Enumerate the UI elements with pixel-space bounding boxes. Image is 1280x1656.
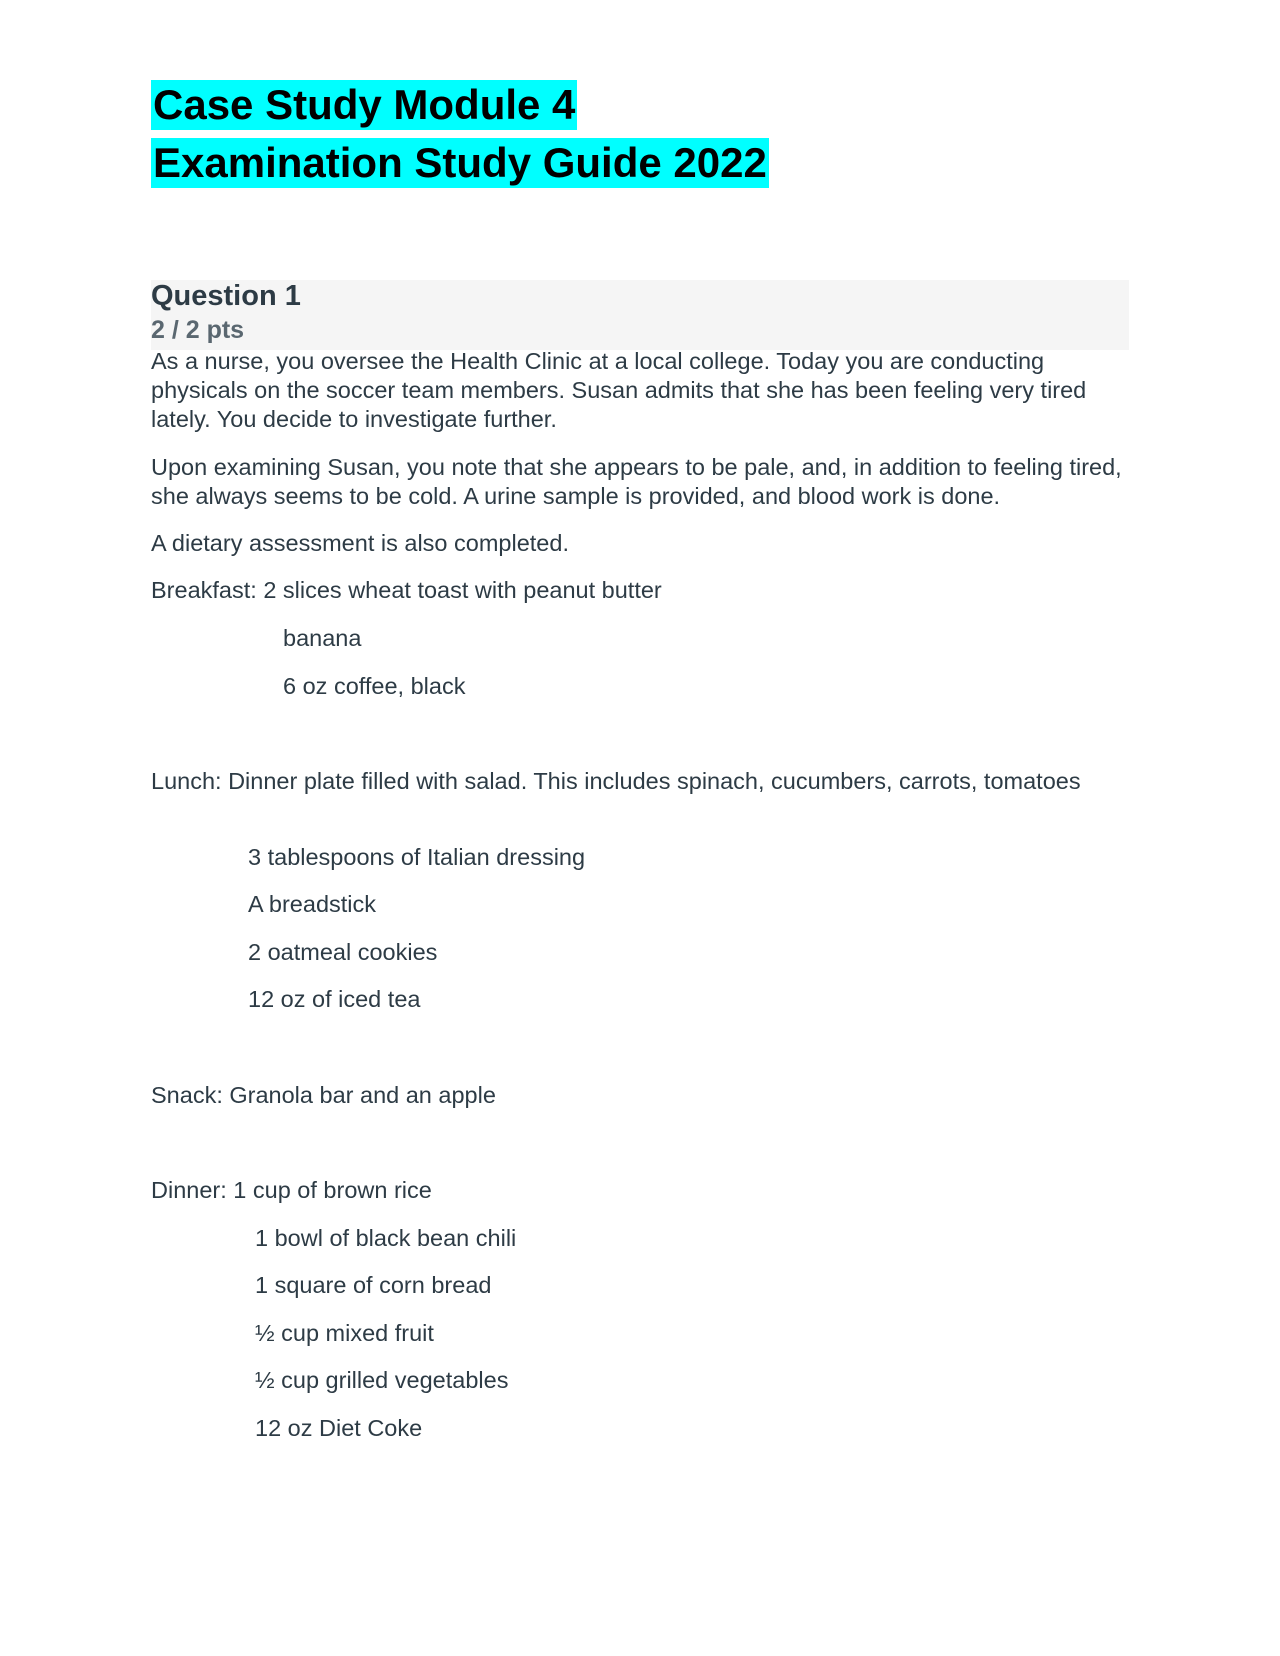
breakfast-item: banana [283, 625, 362, 651]
lunch-item: 2 oatmeal cookies [248, 939, 438, 965]
dinner-item: ½ cup mixed fruit [255, 1320, 434, 1346]
dinner-item: 1 bowl of black bean chili [255, 1225, 517, 1251]
dinner-label: Dinner: 1 cup of brown rice [151, 1177, 432, 1203]
snack-label: Snack: Granola bar and an apple [151, 1082, 496, 1108]
lunch-label: Lunch: Dinner plate filled with salad. This includes spinach, cucumbers, carrots, tomatoes [151, 768, 1081, 794]
dinner-item: 1 square of corn bread [255, 1272, 492, 1298]
breakfast-label: Breakfast: 2 slices wheat toast with peanut butter [151, 577, 662, 603]
breakfast-item: 6 oz coffee, black [283, 673, 466, 699]
dinner-item: 12 oz Diet Coke [255, 1415, 423, 1441]
lunch-item: A breadstick [248, 891, 377, 917]
question-title: Question 1 [151, 280, 301, 312]
lunch-item: 3 tablespoons of Italian dressing [248, 844, 586, 870]
question-paragraph-2: Upon examining Susan, you note that she appears to be pale, and, in addition to feeling tired, she always seems to be cold. A urine sample is provided, and blood work is done. [151, 454, 1122, 509]
question-paragraph-3: A dietary assessment is also completed. [151, 530, 569, 556]
question-paragraph-1: As a nurse, you oversee the Health Clinic at a local college. Today you are conducting physicals on the soccer team members. Susan admits that she has been feeling very tired lately. You decide to investigate further. [151, 348, 1087, 432]
question-points: 2 / 2 pts [151, 316, 245, 344]
document-title-line-1: Case Study Module 4 [153, 81, 576, 128]
document-title-line-2: Examination Study Guide 2022 [153, 139, 767, 186]
dinner-item: ½ cup grilled vegetables [255, 1367, 509, 1393]
lunch-item: 12 oz of iced tea [248, 986, 421, 1012]
